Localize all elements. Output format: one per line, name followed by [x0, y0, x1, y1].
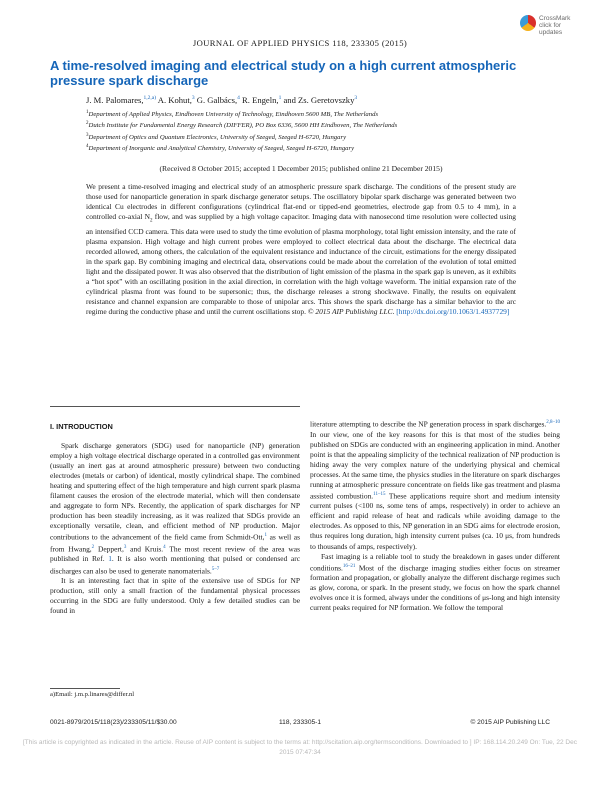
- affiliation: $^1$Department of Applied Physics, Eindhoven University of Technology, Eindhoven 5600 MB, The Netherlands: [86, 110, 379, 119]
- download-notice: [This article is copyrighted as indicated in the article. Reuse of AIP content is subject to the terms at: http://scitation.aip.org/termsconditions. Downloaded to ] IP: 168.114.20.249 On: Tue, 22 Dec 2015 07:47:34: [22, 739, 577, 756]
- footer-issn: 0021-8979/2015/118(23)/233305/11/$30.00: [50, 719, 177, 726]
- crossmark-sublabel: click for updates: [539, 22, 563, 36]
- author-affiliation-mark[interactable]: 4: [237, 95, 240, 102]
- footer-page-number: 118, 233305-1: [278, 719, 322, 726]
- footer-copyright: © 2015 AIP Publishing LLC: [470, 719, 550, 726]
- paragraph: literature attempting to describe the NP generation process in spark discharges.$^{2,8-10}$ In our view, one of the key reasons for this is that most of the studies being published on SDGs are conducted with an engineering application in mind. Another point is that the appealing simplicity of the technical realization of NP production is hiding away the very complex nature of the underlying physical and chemical processes. At the same time, the physics studies in the literature on spark discharges running at atmospheric pressure concentrate on fields like gas treatment and plasma assisted combustion.$^{11-15}$ These applications require short and medium intensity current pulses (<100 ns, some tens of amps, respectively) in order to achieve an efficient and rapid release of heat and radicals while avoiding damage to the electrodes. As opposed to this, NP generation in an SDG aims for electrode erosion, thus requires long duration, high intensity current pulses (ca. 10 μs, from hundreds to thousands of amps, respectively).: [310, 419, 560, 551]
- doi-link[interactable]: [http://dx.doi.org/10.1063/1.4937729]: [396, 307, 510, 317]
- copyright-notice: © 2015 AIP Publishing LLC.: [307, 307, 395, 317]
- affiliation: $^3$Department of Optics and Quantum Electronics, University of Szeged, Szeged H-6720, Hungary: [86, 132, 347, 142]
- citation[interactable]: 2: [91, 544, 95, 550]
- footnote-email: a)Email: j.m.p.linares@differ.nl: [50, 691, 135, 698]
- author-list: [86, 95, 357, 105]
- publication-dates: (Received 8 October 2015; accepted 1 December 2015; published online 21 December 2015): [159, 164, 443, 173]
- right-column: [310, 418, 560, 613]
- page-footer: [50, 719, 550, 728]
- author-affiliation-mark[interactable]: 3: [354, 95, 358, 102]
- paragraph: It is an interesting fact that in spite of the extensive use of SDGs for NP production, still only a small fraction of the fundamental physical processes occurring in the SDG are fully understood. Only a few detailed studies can be found in: [50, 576, 300, 616]
- section-heading: I. INTRODUCTION: [50, 422, 113, 431]
- reference-link[interactable]: 1: [108, 554, 112, 564]
- citation[interactable]: 5–7: [211, 566, 220, 572]
- author-affiliation-mark[interactable]: 1: [278, 95, 282, 102]
- citation[interactable]: 1: [264, 533, 267, 539]
- citation[interactable]: 3: [123, 544, 127, 550]
- paragraph: Spark discharge generators (SDG) used for nanoparticle (NP) generation employ a high voltage electrical discharge operated in a controlled gas environment (usually an inert gas at around atmospheric pressure) between two conducting electrodes (metals or carbon) of identical, mostly cylindrical shape. The combined heating and sputtering effect of the high temperature and high current spark plasma filament causes the erosion of the electrode material, which will then condensate and aggregate to form NPs. Recently, the application of spark discharges for NP production has been steadily increasing, as it was realized that SDGs provide an exceptionally versatile, clean, and efficient method of NP production. Major contributions to the advancement of the field came from Schmidt-Ott,$^1$ as well as from Hwang,$^2$ Deppert,$^3$ and Kruis.$^4$ The most recent review of the area was published in Ref. 1. It is also worth mentioning that pulsed or condensed arc discharges can also be used to generate nanomaterials.$^{5-7}$: [50, 441, 300, 576]
- author-affiliation-mark[interactable]: 3: [191, 95, 195, 102]
- crossmark-label: CrossMark: [539, 15, 571, 22]
- left-column: [50, 441, 300, 616]
- footnote-rule: [50, 688, 120, 689]
- abstract-divider: [50, 406, 300, 407]
- author-affiliation-mark[interactable]: 1,2,a): [143, 95, 157, 102]
- affiliation: $^4$Department of Inorganic and Analytical Chemistry, University of Szeged, Szeged H-6720, Hungary: [86, 144, 355, 153]
- citation[interactable]: 11–15: [373, 491, 386, 497]
- author-name: J. M. Palomares,: [86, 95, 144, 105]
- citation[interactable]: 2,8–10: [546, 420, 560, 425]
- affiliation-list: [86, 108, 546, 154]
- article-title: A time-resolved imaging and electrical study on a high current atmospheric pressure spark discharge: [50, 58, 517, 88]
- citation[interactable]: 16–21: [342, 563, 356, 569]
- abstract: We present a time-resolved imaging and electrical study of an atmospheric pressure spark discharge. The conditions of the present study are those used for nanoparticle generation in spark discharge generator setups. The oscillatory bipolar spark discharge was generated between two identical Cu electrodes in different configurations (cylindrical flat-end or tipped-end geometries, electrode gap from 0.5 to 4 mm), in a controlled co-axial $N_2$ flow, and was supplied by a high voltage capacitor. Imaging data with nanosecond time resolution were collected using an intensified CCD camera. This data were used to study the time evolution of plasma morphology, total light emission intensity, and the rate of plasma expansion. High voltage and high current probes were employed to collect electrical data about the discharge. The electrical data recorded allowed, among others, the calculation of the equivalent resistance and inductance of the circuit, estimations for the energy dissipated in the spark gap. By combining imaging and electrical data, observations could be made about the correlation of the evolution of total emitted light and the dissipated power. It was also observed that the distribution of light emission of the plasma in the spark gap is uneven, as it exhibits a “hot spot” with an oscillating position in the axial direction, in correlation with the high voltage waveform. The initial expansion rate of the cylindrical plasma front was found to be supersonic; thus, the discharge releases a strong shockwave. Finally, the results on equivalent resistance and channel expansion are comparable to those of unipolar arcs. This shows the spark discharge has a similar behavior to the arc regime during the conductive phase and until the current oscillations stop. © 2015 AIP Publishing LLC. [http://dx.doi.org/10.1063/1.4937729]: [86, 182, 516, 317]
- crossmark-badge[interactable]: [520, 13, 580, 35]
- crossmark-icon: [520, 15, 536, 31]
- author-name: R. Engeln,: [242, 95, 279, 105]
- affiliation: $^2$Dutch Institute for Fundamental Energy Research (DIFFER), PO Box 6336, 5600 HH Eindhoven, The Netherlands: [86, 121, 398, 130]
- author-name: A. Kohut,: [157, 95, 192, 105]
- author-name: G. Galbács,: [196, 95, 238, 105]
- author-name: and Zs. Geretovszky: [283, 95, 355, 105]
- paragraph: Fast imaging is a reliable tool to study the breakdown in gases under different conditions.$^{16-21}$ Most of the discharge imaging studies either focus on streamer formation and propagation, or globally analyze the different discharge regimes such as glow, corona, or spark. In the present study, we focus on how the spark channel evolves once it is formed, always under the conditions of μs-long and high intensity current peaks required for NP formation. We follow the temporal: [310, 551, 560, 613]
- citation[interactable]: 4: [163, 544, 166, 550]
- journal-header: JOURNAL OF APPLIED PHYSICS 118, 233305 (2015): [192, 38, 408, 48]
